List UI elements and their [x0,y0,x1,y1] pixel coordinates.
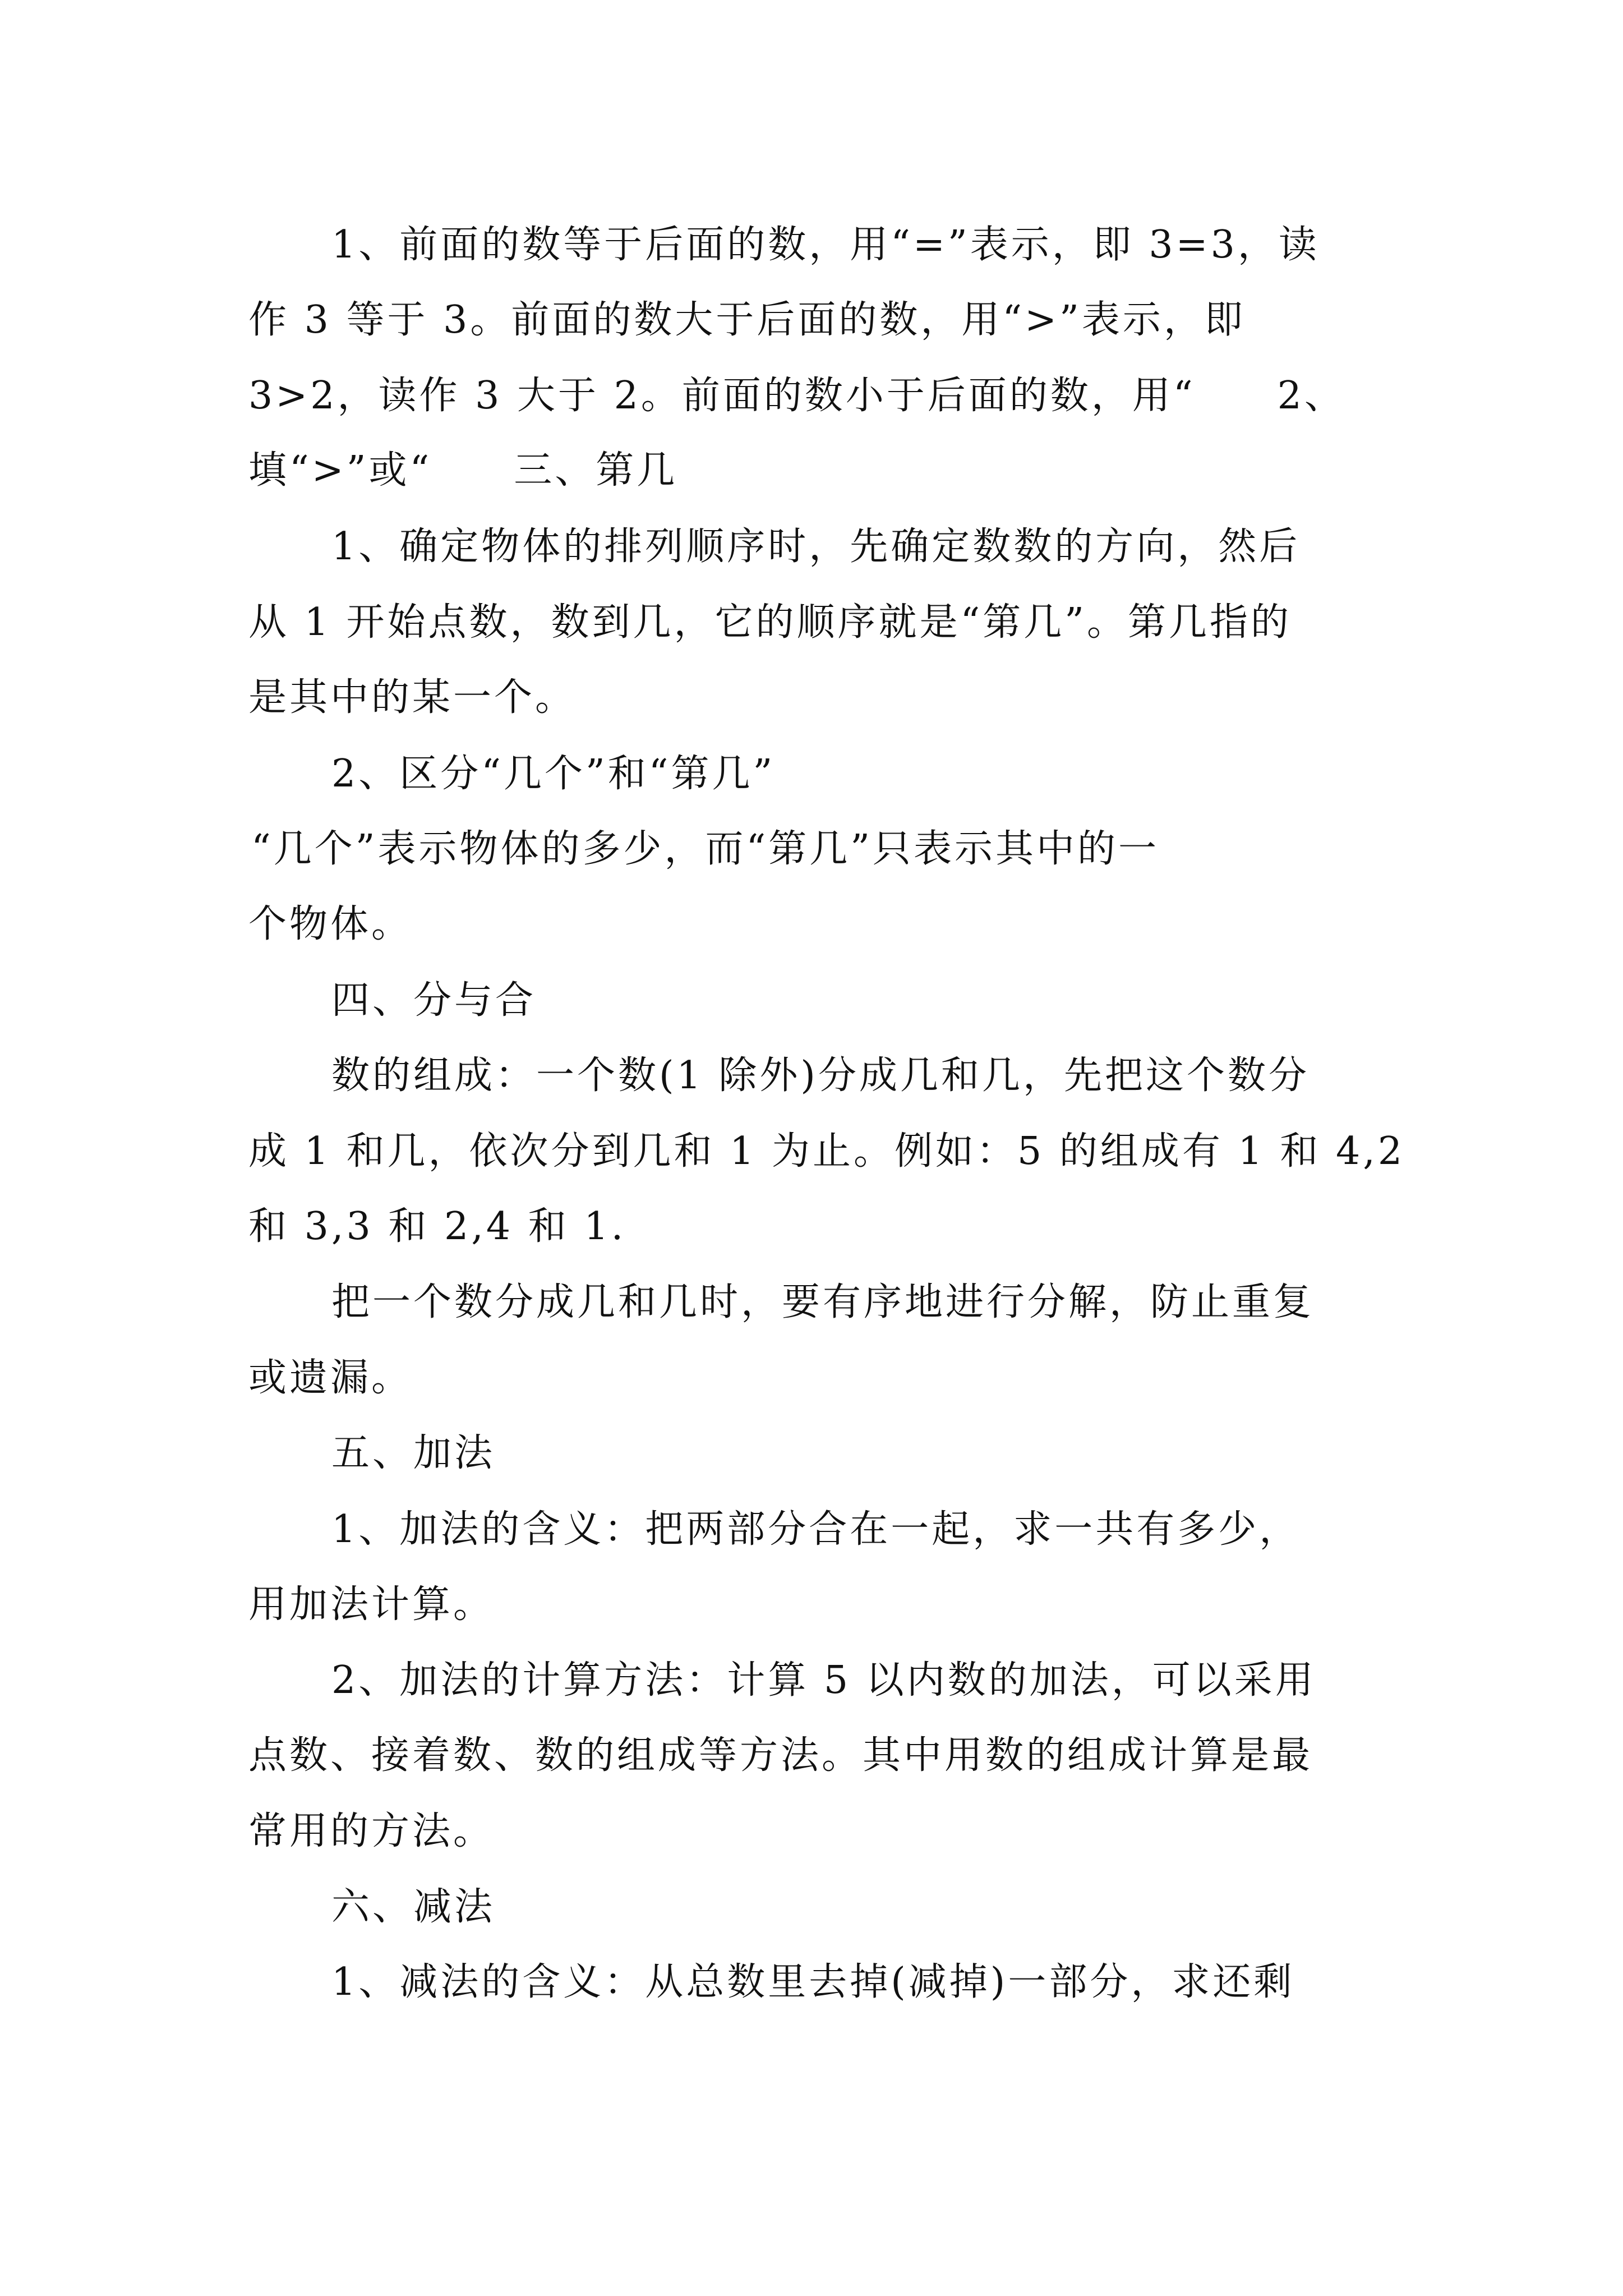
text-line: “几个”表示物体的多少，而“第几”只表示其中的一 [251,827,1160,871]
section-heading: 五、加法 [331,1431,496,1475]
text-line: 1、前面的数等于后面的数，用“=”表示，即 3=3，读 [331,223,1320,267]
text-line: 1、加法的含义：把两部分合在一起，求一共有多少， [331,1507,1301,1552]
text-line: 作 3 等于 3。前面的数大于后面的数，用“>”表示，即 [248,298,1246,342]
text-line: 点数、接着数、数的组成等方法。其中用数的组成计算是最 [248,1733,1313,1778]
text-line: 1、减法的含义：从总数里去掉(减掉)一部分，求还剩 [331,1960,1295,2004]
text-line: 成 1 和几，依次分到几和 1 为止。例如：5 的组成有 1 和 4,2 [248,1129,1405,1174]
section-heading: 四、分与合 [331,978,537,1023]
text-line: 2、区分“几个”和“第几” [331,752,776,796]
section-heading: 六、减法 [331,1885,496,1929]
text-line: 1、确定物体的排列顺序时，先确定数数的方向，然后 [331,524,1301,569]
text-line: 数的组成：一个数(1 除外)分成几和几，先把这个数分 [331,1053,1310,1098]
text-line: 和 3,3 和 2,4 和 1. [248,1204,626,1249]
text-line: 把一个数分成几和几时，要有序地进行分解，防止重复 [331,1280,1315,1324]
text-line: 2、加法的计算方法：计算 5 以内数的加法，可以采用 [331,1658,1316,1703]
text-line: 是其中的某一个。 [248,675,577,720]
text-line: 常用的方法。 [248,1809,495,1853]
text-line: 从 1 开始点数，数到几，它的顺序就是“第几”。第几指的 [248,600,1292,645]
text-line: 填“>”或“ 三、第几 [248,448,678,493]
text-line: 个物体。 [248,902,413,946]
text-line: 或遗漏。 [248,1356,413,1400]
text-line: 用加法计算。 [248,1582,495,1627]
text-line: 3>2，读作 3 大于 2。前面的数小于后面的数，用“ 2、 [248,374,1345,418]
